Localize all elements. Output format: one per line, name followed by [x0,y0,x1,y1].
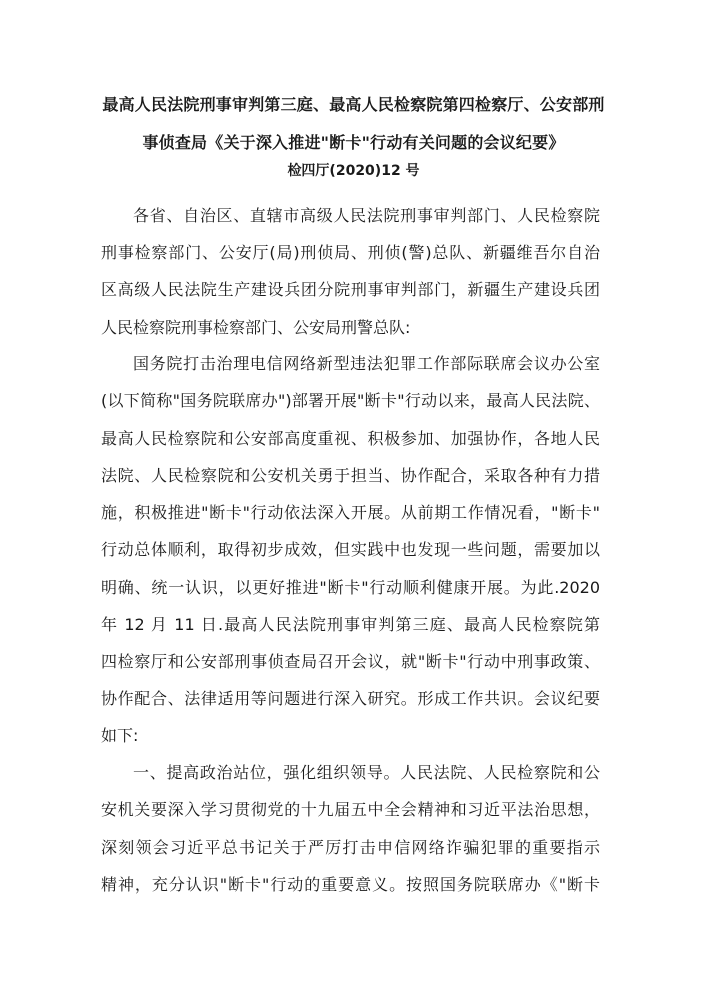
paragraph-2-line: (以下简称"国务院联席办")部署开展"断卡"行动以来，最高人民法院、 [101,391,600,410]
paragraph-3-line: 精神，充分认识"断卡"行动的重要意义。按照国务院联席办《"断卡 [101,875,600,894]
document-title-line-1: 最高人民法院刑事审判第三庭、最高人民检察院第四检察厅、公安部刑 [102,95,605,114]
paragraph-2-line: 协作配合、法律适用等问题进行深入研究。形成工作共识。会议纪要 [101,689,600,708]
paragraph-2-line: 四检察厅和公安部刑事侦查局召开会议，就"断卡"行动中刑事政策、 [101,652,600,671]
paragraph-2-line: 明确、统一认识，以更好推进"断卡"行动顺利健康开展。为此.2020 [101,578,600,597]
paragraph-1-line: 区高级人民法院生产建设兵团分院刑事审判部门，新疆生产建设兵团 [101,280,600,299]
paragraph-1-line: 刑事检察部门、公安厅(局)刑侦局、刑侦(警)总队、新疆维吾尔自治 [101,243,600,262]
paragraph-2-line: 国务院打击治理电信网络新型违法犯罪工作部际联席会议办公室 [133,354,600,373]
paragraph-2-line: 最高人民检察院和公安部高度重视、积极参加、加强协作，各地人民 [101,429,600,448]
paragraph-3-line: 一、提高政治站位，强化组织领导。人民法院、人民检察院和公 [133,763,600,782]
document-number: 检四厅(2020)12 号 [287,163,420,179]
document-title-line-2: 事侦查局《关于深入推进"断卡"行动有关问题的会议纪要》 [142,133,565,152]
paragraph-3-line: 深刻领会习近平总书记关于严厉打击申信网络诈骗犯罪的重要指示 [101,838,600,857]
paragraph-2-line: 年 12 月 11 日.最高人民法院刑事审判第三庭、最高人民检察院第 [101,615,600,634]
paragraph-1-line: 人民检察院刑事检察部门、公安局刑警总队: [101,318,411,337]
paragraph-2-line: 法院、人民检察院和公安机关勇于担当、协作配合，采取各种有力措 [101,466,600,485]
paragraph-2-line: 施，积极推进"断卡"行动依法深入开展。从前期工作情况看，"断卡" [101,503,600,522]
paragraph-2-line: 如下: [101,726,139,745]
paragraph-3-line: 安机关要深入学习贯彻党的十九届五中全会精神和习近平法治思想， [101,800,600,819]
paragraph-2-line: 行动总体顺利，取得初步成效，但实践中也发现一些问题，需要加以 [101,540,600,559]
paragraph-1-line: 各省、自治区、直辖市高级人民法院刑事审判部门、人民检察院 [133,206,600,225]
